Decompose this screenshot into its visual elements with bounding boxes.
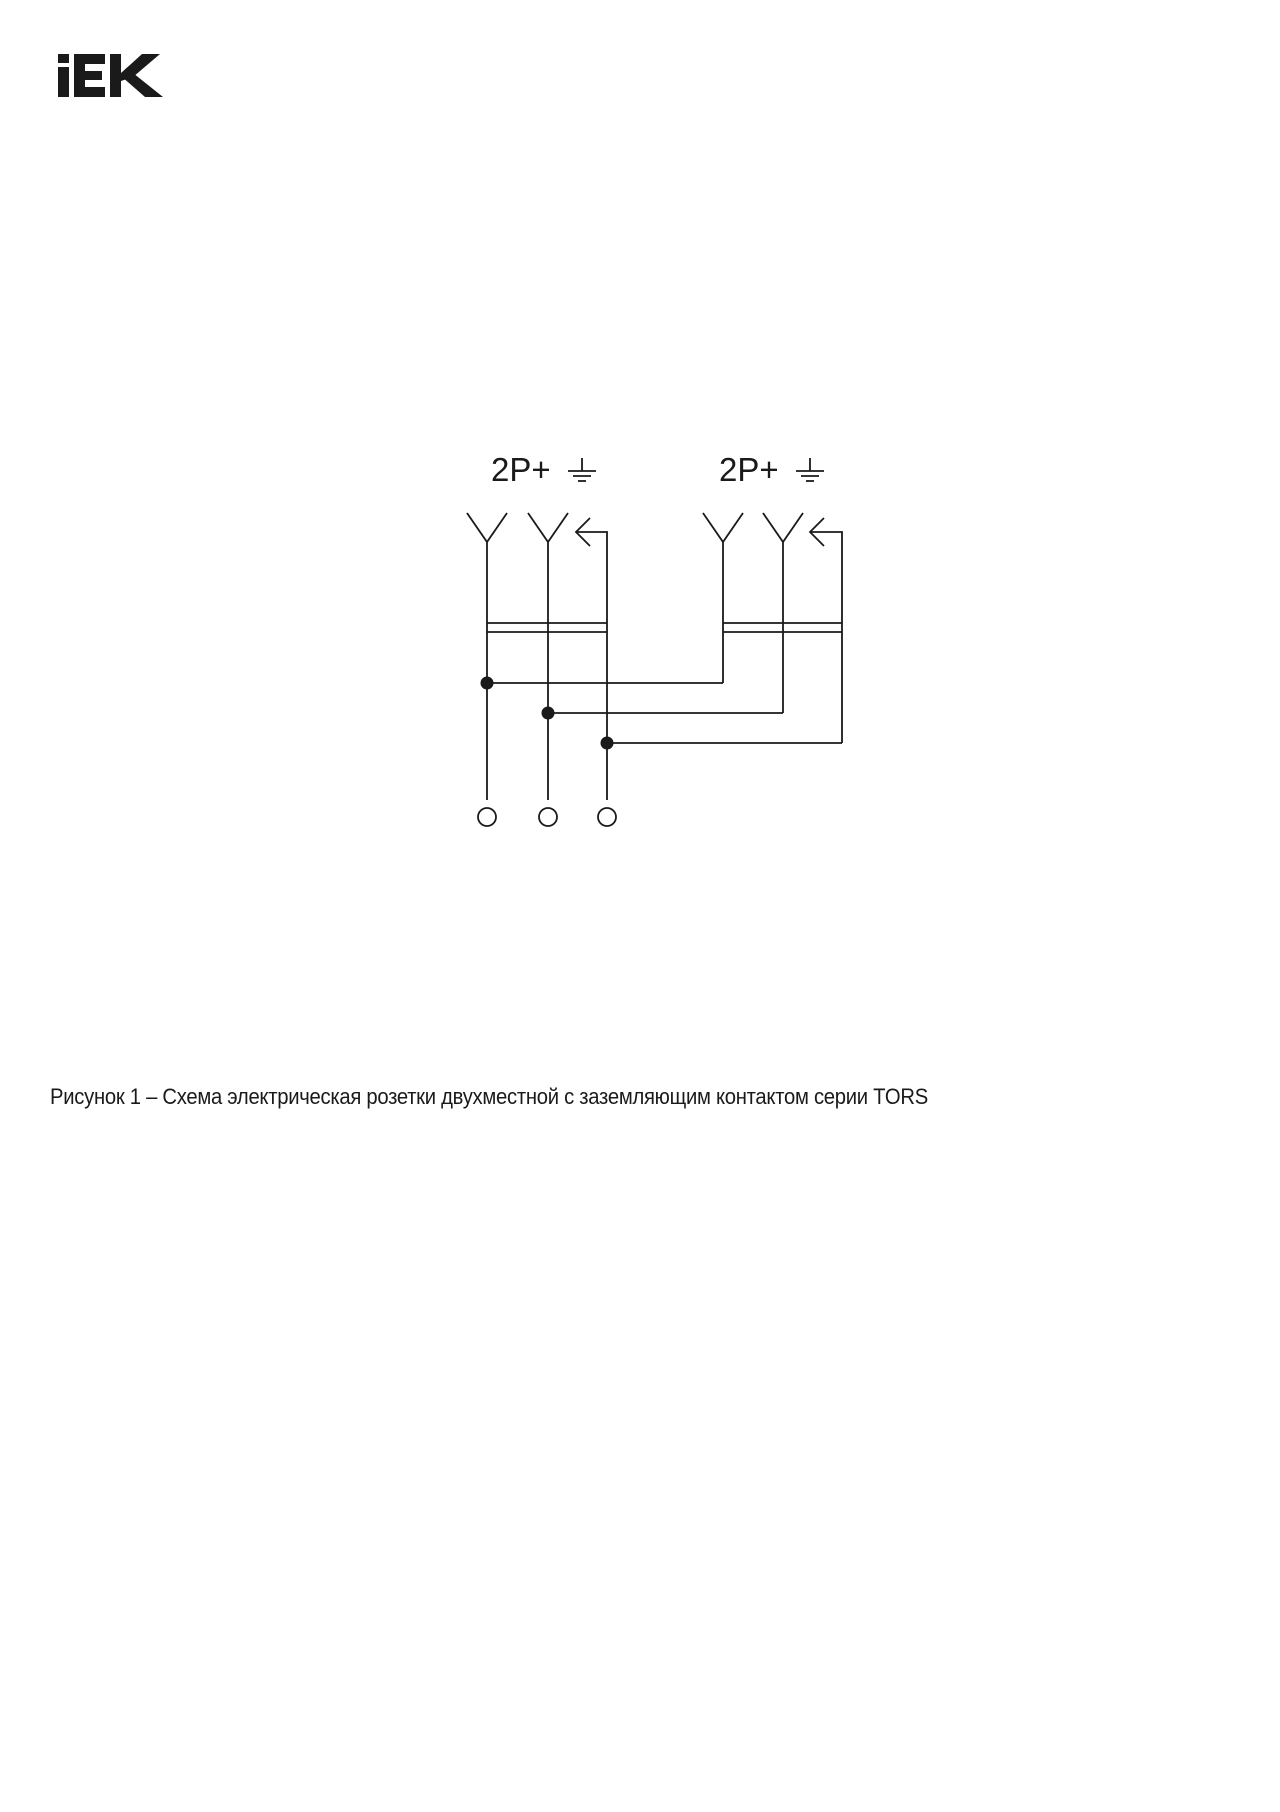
junction-dot: [481, 677, 494, 690]
terminal-n: [539, 808, 557, 826]
terminal-l: [478, 808, 496, 826]
socket-2-contacts: [703, 513, 842, 743]
socket-1-label: 2P+: [491, 451, 551, 488]
junction-dot: [542, 707, 555, 720]
ground-icon: [568, 458, 596, 481]
ground-icon: [796, 458, 824, 481]
figure-caption: Рисунок 1 – Схема электрическая розетки двухместной с заземляющим контактом серии TORS: [50, 1084, 928, 1109]
interconnect-wires: [487, 683, 842, 743]
socket-1-contacts: [467, 513, 607, 800]
terminal-pe: [598, 808, 616, 826]
junction-dot: [601, 737, 614, 750]
socket-2-label: 2P+: [719, 451, 779, 488]
